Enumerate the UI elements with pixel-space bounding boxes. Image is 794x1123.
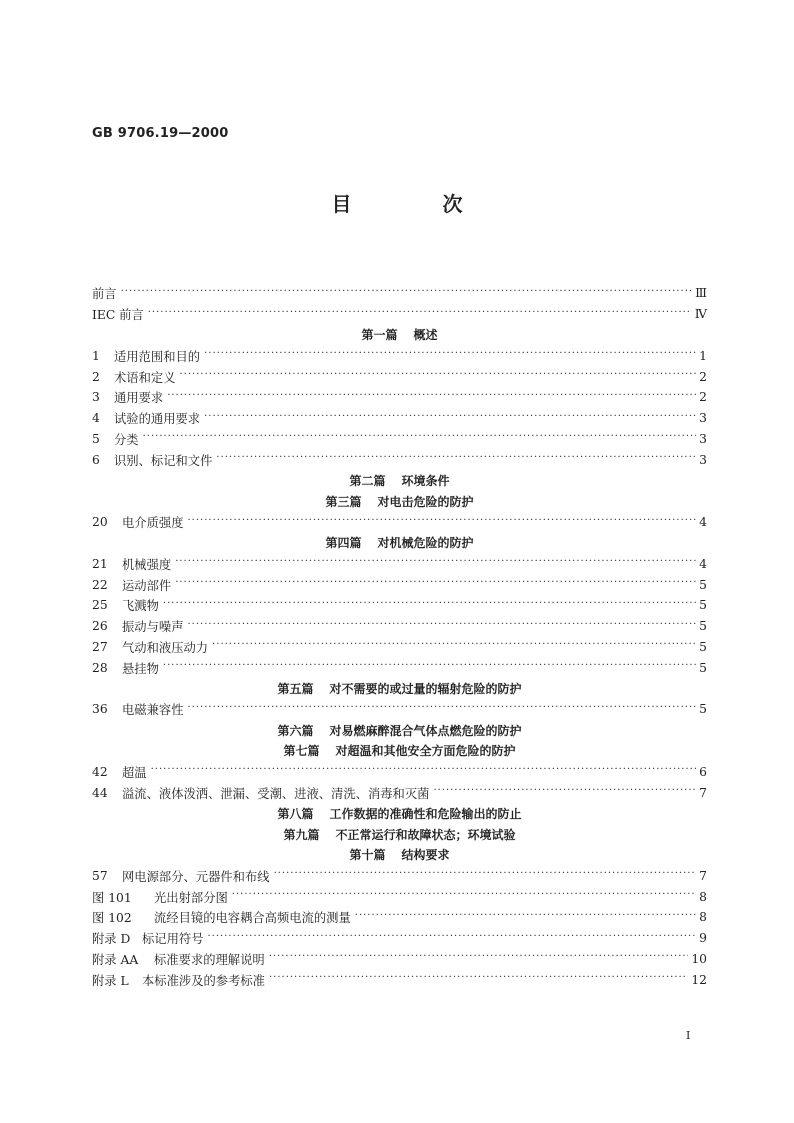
- dot-leader: [188, 619, 697, 630]
- dot-leader: [204, 411, 696, 422]
- entry-page-number: 4: [699, 556, 707, 571]
- toc-entry[interactable]: [92, 928, 707, 949]
- part-number: 第四篇: [325, 536, 362, 551]
- entry-page-number: Ⅲ: [695, 286, 707, 301]
- part-title: 对机械危险的防护: [377, 536, 474, 551]
- dot-leader: [151, 764, 696, 775]
- entry-number: 5: [92, 431, 100, 446]
- entry-page-number: 12: [691, 972, 707, 987]
- entry-title: 标准要求的理解说明: [154, 952, 265, 967]
- part-number: 第六篇: [277, 723, 314, 738]
- dot-leader: [274, 868, 696, 879]
- part-number: 第七篇: [283, 744, 320, 759]
- toc-part-heading: [92, 845, 707, 866]
- entry-number: 图 102: [92, 911, 132, 926]
- entry-page-number: 3: [699, 452, 707, 467]
- entry-title: 悬挂物: [122, 661, 159, 676]
- toc-entry[interactable]: [92, 949, 707, 970]
- toc-entry[interactable]: [92, 283, 707, 304]
- entry-title: 识别、标记和文件: [114, 453, 213, 468]
- entry-number: 3: [92, 390, 100, 405]
- toc-entry[interactable]: [92, 699, 707, 720]
- entry-page-number: 7: [699, 868, 707, 883]
- toc-entry[interactable]: [92, 512, 707, 533]
- toc-entry[interactable]: [92, 408, 707, 429]
- dot-leader: [121, 286, 693, 297]
- entry-page-number: 7: [699, 785, 707, 800]
- entry-number: 44: [92, 785, 108, 800]
- entry-page-number: 5: [699, 639, 707, 654]
- toc-entry[interactable]: [92, 782, 707, 803]
- part-title: 对易燃麻醉混合气体点燃危险的防护: [329, 723, 522, 738]
- toc-entry[interactable]: [92, 595, 707, 616]
- dot-leader: [216, 452, 696, 463]
- entry-title: 运动部件: [122, 578, 172, 593]
- toc-part-heading: [92, 720, 707, 741]
- dot-leader: [143, 431, 696, 442]
- entry-number: 附录 D: [92, 932, 131, 947]
- dot-leader: [180, 369, 697, 380]
- dot-leader: [204, 348, 696, 359]
- toc-part-heading: [92, 803, 707, 824]
- entry-number: 附录 AA: [92, 952, 139, 967]
- entry-number: 25: [92, 598, 108, 613]
- toc-part-heading: [92, 741, 707, 762]
- entry-title: 分类: [114, 432, 139, 447]
- entry-title: 振动与噪声: [122, 620, 184, 635]
- entry-page-number: 5: [699, 577, 707, 592]
- part-title: 对电击危险的防护: [377, 494, 474, 509]
- dot-leader: [355, 910, 696, 921]
- toc-entry[interactable]: [92, 886, 707, 907]
- entry-page-number: 9: [699, 931, 707, 946]
- entry-page-number: 2: [699, 369, 707, 384]
- toc-entry[interactable]: [92, 366, 707, 387]
- toc-entry[interactable]: [92, 637, 707, 658]
- dot-leader: [167, 390, 696, 401]
- entry-title: 标记用符号: [142, 932, 204, 947]
- entry-title: 试验的通用要求: [114, 412, 201, 427]
- entry-page-number: 5: [699, 702, 707, 717]
- toc-entry[interactable]: [92, 304, 707, 325]
- dot-leader: [163, 660, 696, 671]
- toc-part-heading: [92, 325, 707, 346]
- entry-page-number: 10: [691, 951, 707, 966]
- entry-page-number: Ⅳ: [694, 307, 707, 322]
- entry-title: 电磁兼容性: [122, 703, 184, 718]
- part-title: 工作数据的准确性和危险输出的防止: [329, 806, 522, 821]
- part-number: 第八篇: [277, 806, 314, 821]
- dot-leader: [148, 307, 692, 318]
- toc-entry[interactable]: [92, 907, 707, 928]
- entry-number: 42: [92, 764, 108, 779]
- entry-number: 57: [92, 868, 108, 883]
- entry-title: 飞溅物: [122, 599, 159, 614]
- entry-title: 超温: [122, 765, 147, 780]
- dot-leader: [163, 598, 696, 609]
- part-number: 第五篇: [277, 682, 314, 697]
- entry-title: 通用要求: [114, 391, 164, 406]
- part-number: 第十篇: [349, 848, 386, 863]
- toc-entry[interactable]: [92, 657, 707, 678]
- part-title: 环境条件: [401, 474, 450, 489]
- entry-page-number: 2: [699, 390, 707, 405]
- entry-number: 27: [92, 639, 108, 654]
- dot-leader: [433, 785, 696, 796]
- toc-entry[interactable]: [92, 574, 707, 595]
- part-title: 不正常运行和故障状态；环境试验: [335, 827, 516, 842]
- entry-number: 22: [92, 577, 108, 592]
- toc-entry[interactable]: [92, 761, 707, 782]
- page-number: Ⅰ: [686, 1029, 691, 1042]
- toc-part-heading: [92, 678, 707, 699]
- dot-leader: [175, 556, 696, 567]
- entry-number: 28: [92, 660, 108, 675]
- entry-title: 溢流、液体泼洒、泄漏、受潮、进液、清洗、消毒和灭菌: [122, 786, 430, 801]
- dot-leader: [269, 972, 688, 983]
- entry-number: 6: [92, 452, 100, 467]
- dot-leader: [212, 639, 696, 650]
- toc-entry[interactable]: [92, 865, 707, 886]
- entry-title: IEC 前言: [92, 308, 144, 323]
- toc-part-heading: [92, 491, 707, 512]
- toc-entry[interactable]: [92, 387, 707, 408]
- part-title: 概述: [413, 328, 438, 343]
- toc-entry[interactable]: [92, 429, 707, 450]
- entry-number: 2: [92, 369, 100, 384]
- toc-entry[interactable]: [92, 616, 707, 637]
- toc-entry[interactable]: [92, 449, 707, 470]
- entry-title: 前言: [92, 287, 117, 302]
- toc-part-heading: [92, 824, 707, 845]
- standard-code: GB 9706.19—2000: [92, 126, 229, 141]
- dot-leader: [232, 889, 696, 900]
- entry-page-number: 4: [699, 515, 707, 530]
- entry-number: 1: [92, 348, 100, 363]
- part-number: 第九篇: [283, 827, 320, 842]
- entry-title: 光出射部分图: [154, 890, 228, 905]
- entry-page-number: 6: [699, 764, 707, 779]
- entry-number: 20: [92, 515, 108, 530]
- entry-number: 26: [92, 619, 108, 634]
- entry-number: 36: [92, 702, 108, 717]
- toc-entry[interactable]: [92, 553, 707, 574]
- part-number: 第一篇: [361, 328, 398, 343]
- dot-leader: [175, 577, 696, 588]
- entry-page-number: 8: [699, 889, 707, 904]
- dot-leader: [188, 702, 697, 713]
- entry-page-number: 3: [699, 431, 707, 446]
- entry-title: 术语和定义: [114, 370, 176, 385]
- toc-part-heading: [92, 533, 707, 554]
- entry-title: 电介质强度: [122, 516, 184, 531]
- part-title: 结构要求: [401, 848, 450, 863]
- toc-entry[interactable]: [92, 969, 707, 990]
- entry-title: 适用范围和目的: [114, 349, 201, 364]
- dot-leader: [208, 931, 697, 942]
- entry-number: 4: [92, 411, 100, 426]
- entry-page-number: 3: [699, 411, 707, 426]
- dot-leader: [269, 951, 689, 962]
- part-title: 对不需要的或过量的辐射危险的防护: [329, 682, 522, 697]
- entry-page-number: 1: [699, 348, 707, 363]
- entry-title: 气动和液压动力: [122, 640, 209, 655]
- entry-page-number: 8: [699, 910, 707, 925]
- part-number: 第二篇: [349, 474, 386, 489]
- entry-number: 附录 L: [92, 973, 129, 988]
- part-title: 对超温和其他安全方面危险的防护: [335, 744, 516, 759]
- entry-number: 21: [92, 556, 108, 571]
- page-title: 目 次: [331, 192, 505, 216]
- part-number: 第三篇: [325, 494, 362, 509]
- entry-title: 流经目镜的电容耦合高频电流的测量: [154, 911, 351, 926]
- toc-entry[interactable]: [92, 345, 707, 366]
- entry-page-number: 5: [699, 660, 707, 675]
- entry-title: 机械强度: [122, 557, 172, 572]
- entry-page-number: 5: [699, 598, 707, 613]
- toc-part-heading: [92, 470, 707, 491]
- table-of-contents: [92, 283, 707, 990]
- entry-title: 网电源部分、元器件和布线: [122, 869, 270, 884]
- entry-title: 本标准涉及的参考标准: [142, 973, 265, 988]
- dot-leader: [188, 515, 697, 526]
- entry-page-number: 5: [699, 619, 707, 634]
- entry-number: 图 101: [92, 890, 132, 905]
